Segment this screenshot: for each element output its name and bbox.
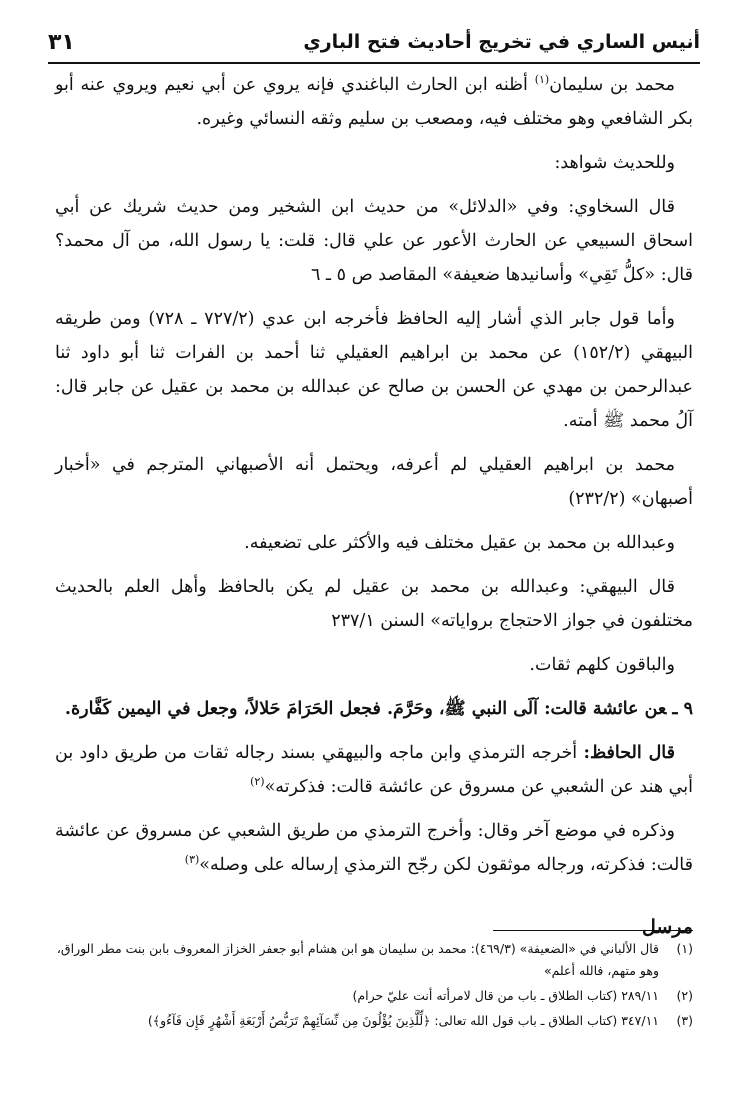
footnote-number: (٣) — [676, 1013, 693, 1028]
section-heading: مرسل — [642, 916, 693, 938]
paragraph-6: وعبدالله بن محمد بن عقيل مختلف فيه والأكثر على تضعيفه. — [244, 533, 675, 553]
footnote-ref-2[interactable]: (٢) — [250, 775, 265, 789]
paragraph-2: وللحديث شواهد: — [554, 153, 675, 173]
footnote-1 — [55, 938, 693, 982]
page-body — [55, 68, 693, 944]
hadith-text: عن عائشة قالت: آلَى النبي ﷺ، وحَرَّمَ. فجعل الحَرَامَ حَلالاً، وجعل في اليمين كَفَّارة. — [64, 699, 667, 719]
paragraph-3: قال السخاوي: وفي «الدلائل» من حديث ابن الشخير ومن حديث شريك عن أبي اسحاق السبيعي عن الحارث الأعور عن علي قال: قلت: يا رسول الله، من آل محمد؟ قال: «كلُّ تَقِي» وأسانيدها ضعيفة» المقاصد ص ٥ ـ ٦ — [55, 197, 693, 285]
footnote-ref-1[interactable]: (١) — [534, 73, 550, 87]
footnotes — [55, 938, 693, 1035]
paragraph-1-text-continued: أظنه ابن الحارث الباغندي فإنه يروي عن أبي نعيم ويروي عنه أبو بكر الشافعي وهو مختلف فيه، ومصعب بن سليم وثقه النسائي وغيره. — [55, 75, 693, 129]
al-hafiz-label: قال الحافظ: — [583, 743, 676, 763]
footnote-ref-3[interactable]: (٣) — [184, 853, 200, 867]
paragraph-7: قال البيهقي: وعبدالله بن محمد بن عقيل لم يكن بالحافظ وأهل العلم بالحديث مختلفون في جواز الاحتجاج برواياته» السنن ٢٣٧/١ — [55, 577, 693, 631]
footnote-rule — [493, 930, 693, 931]
paragraph-5: محمد بن ابراهيم العقيلي لم أعرفه، ويحتمل أنه الأصبهاني المترجم في «أخبار أصبهان» (٢٣٢/٢) — [55, 455, 693, 509]
paragraph-8: والباقون كلهم ثقات. — [529, 655, 675, 675]
footnote-number: (٢) — [676, 988, 693, 1003]
footnote-text: ٣٤٧/١١ (كتاب الطلاق ـ باب قول الله تعالى: ﴿لِّلَّذِينَ يُؤْلُونَ مِن نِّسَآئِهِمْ تَرَبُّصُ أَرْبَعَةِ أَشْهُرٍ فَإِن فَآءُو﴾) — [147, 1013, 659, 1028]
paragraph-10-text: أخرجه الترمذي وابن ماجه والبيهقي بسند رجاله ثقات من طريق داود بن أبي هند عن الشعبي عن مسروق عن عائشة قالت: فذكرته» — [55, 743, 693, 797]
page-header — [48, 26, 700, 58]
page-number: ٣١ — [48, 29, 75, 55]
paragraph-4: وأما قول جابر الذي أشار إليه الحافظ فأخرجه ابن عدي (٧٢٧/٢ ـ ٧٢٨) ومن طريقه البيهقي (١٥٢/٢) عن محمد بن ابراهيم العقيلي ثنا أحمد بن الفرات ثنا أبو داود ثنا عبدالرحمن بن مهدي عن الحسن بن صالح عن عبدالله بن محمد بن عقيل عن جابر قال: آلُ محمد ﷺ أمته. — [55, 309, 693, 431]
paragraph-11 — [55, 814, 693, 882]
hadith-number: ٩ ـ — [672, 699, 693, 719]
running-title: أنيس الساري في تخريج أحاديث فتح الباري — [303, 31, 700, 53]
footnote-text: ٢٨٩/١١ (كتاب الطلاق ـ باب من قال لامرأته أنت عليّ حرام) — [352, 988, 659, 1003]
footnote-text: قال الألباني في «الضعيفة» (٤٦٩/٣): محمد بن سليمان هو ابن هشام أبو جعفر الخزاز المعروف بابن بنت مطر الوراق، وهو متهم، فالله أعلم» — [56, 941, 659, 978]
footnote-number: (١) — [676, 941, 693, 956]
footnote-2 — [55, 985, 693, 1007]
paragraph-11-text: وذكره في موضع آخر وقال: وأخرج الترمذي من طريق الشعبي عن مسروق عن عائشة قالت: فذكرته، ورجاله موثقون لكن رجّح الترمذي إرساله على وصله» — [55, 821, 693, 875]
hadith-9 — [55, 692, 693, 726]
header-rule — [48, 62, 700, 64]
footnote-3 — [55, 1010, 693, 1032]
paragraph-10 — [55, 736, 693, 804]
paragraph-1 — [55, 68, 693, 136]
paragraph-1-text: محمد بن سليمان — [549, 75, 675, 95]
